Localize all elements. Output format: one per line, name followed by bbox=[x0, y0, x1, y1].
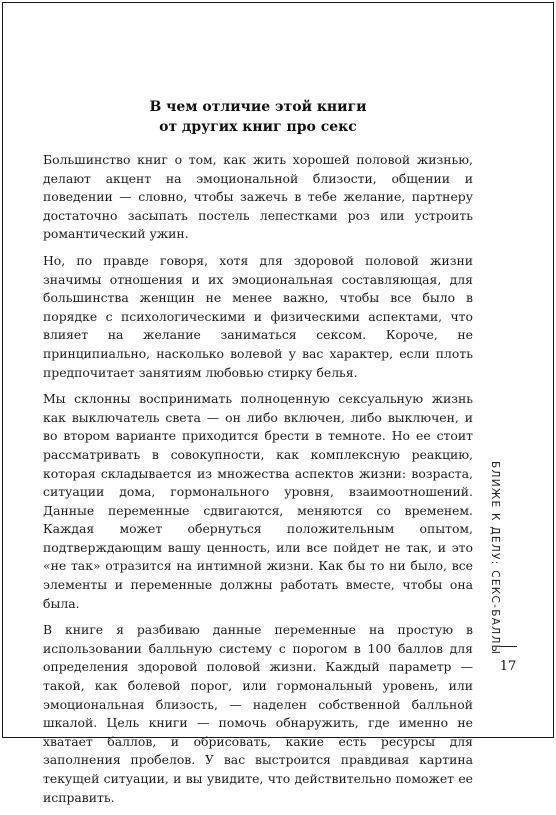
paragraph-2: Но, по правде говоря, хотя для здоровой половой жизни значимы отношения и их эмоциональная составляющая, для большинства женщин не менее важно, чтобы все было в порядке с психологическими и физическими аспектами, что влияет на желание заниматься сексом. Короче, не принципиально, насколько волевой у вас характер, если плоть предпочитает занятиям любовью стирку белья. bbox=[43, 252, 473, 380]
running-head: БЛИЖЕ К ДЕЛУ: СЕКС-БАЛЛЫ bbox=[489, 461, 501, 656]
page-body bbox=[43, 97, 473, 815]
section-title bbox=[43, 97, 473, 137]
paragraph-3: Мы склонны воспринимать полноценную сексуальную жизнь как выключатель света — он либо включен, либо выключен, и во втором варианте приходится брести в темноте. Но ее стоит рассматривать в совокупности, как комплексную реакцию, которая складывается из множества аспектов жизни: возраста, ситуации дома, гормонального уровня, взаимоотношений. Данные переменные сдвигаются, меняются со временем. Каждая может обернуться положительным опытом, подтверждающим вашу ценность, или все пойдет не так, и это «не так» отразится на интимной жизни. Как бы то ни было, все элементы и переменные должны работать вместе, чтобы она была. bbox=[43, 391, 473, 611]
paragraph-1: Большинство книг о том, как жить хорошей половой жизнью, делают акцент на эмоциональной близости, общении и поведении — словно, чтобы зажечь в тебе желание, партнеру достаточно засыпать постель лепестками роз или устроить романтический ужин. bbox=[43, 152, 473, 242]
section-title-line-1: В чем отличие этой книги bbox=[149, 99, 367, 115]
book-page bbox=[2, 2, 554, 805]
page-number: 17 bbox=[499, 659, 517, 674]
paragraph-4: В книге я разбиваю данные переменные на простую в использовании балльную систему с порогом в 100 баллов для определения здоровой половой жизни. Каждый параметр — такой, как болевой порог, или гормональный уровень, или эмоциональная близость, — наделен собственной балльной шкалой. Цель книги — помочь обнаружить, где именно не хватает баллов, и обрисовать, какие есть ресурсы для заполнения пробелов. У вас выстроится правдивая картина текущей ситуации, и вы увидите, что действительно поможет ее исправить. bbox=[43, 622, 473, 805]
folio-divider bbox=[499, 646, 517, 647]
section-title-line-2: от других книг про секс bbox=[159, 119, 357, 135]
